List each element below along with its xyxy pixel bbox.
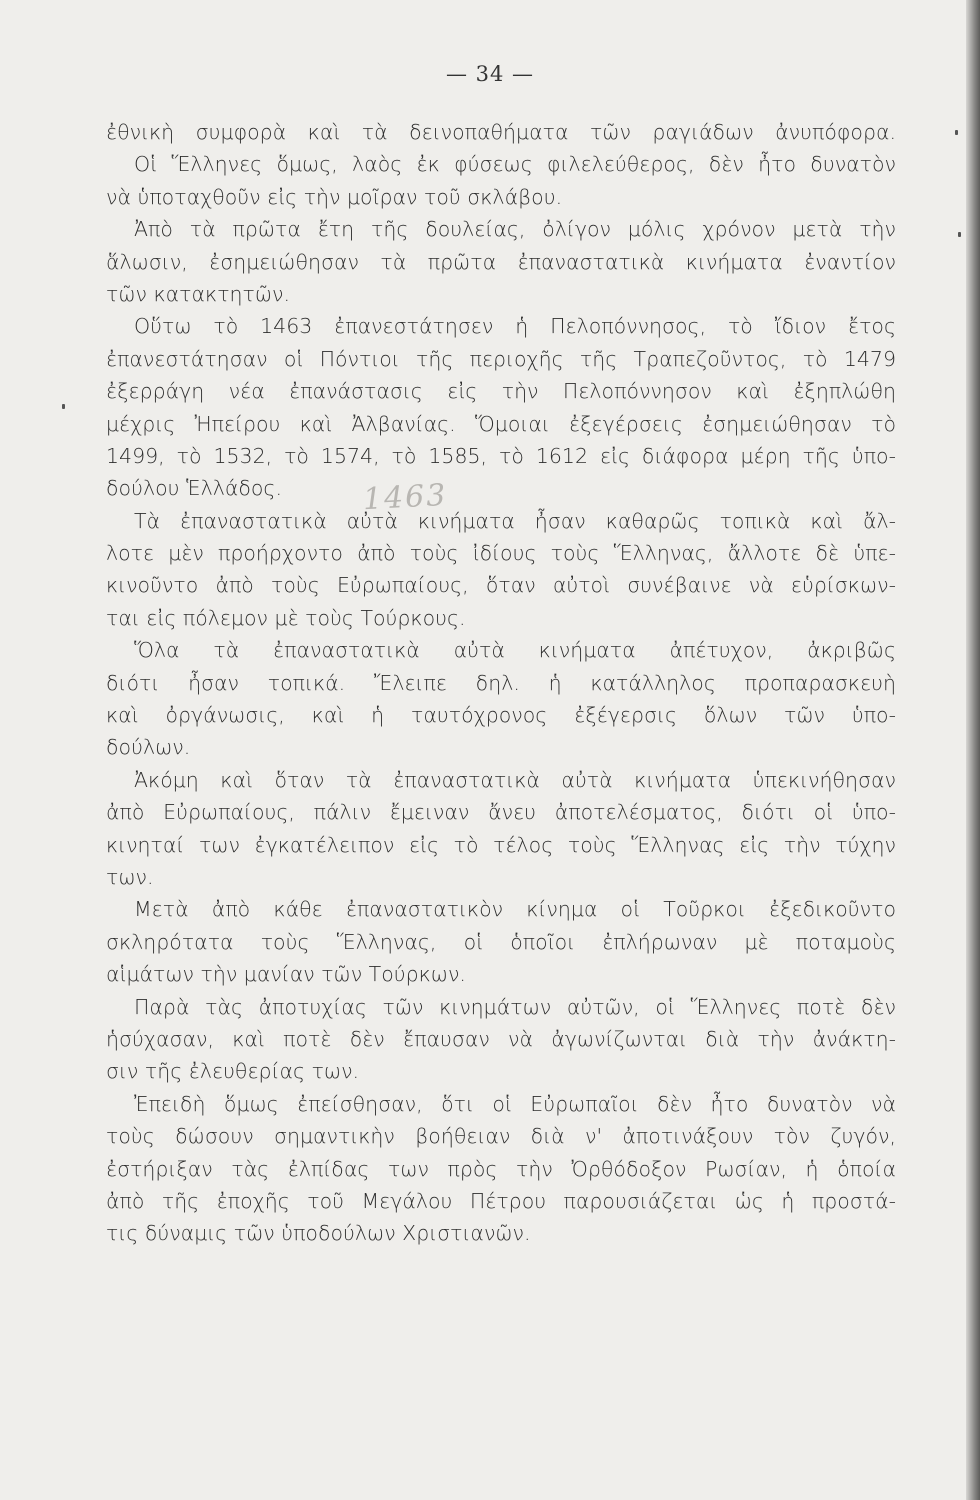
text-line: διότι ἦσαν τοπικά. Ἔλειπε δηλ. ἡ κατάλληλος προπαρασκευὴ <box>106 670 896 695</box>
body-text <box>106 116 896 1250</box>
text-line: Ἐπειδὴ ὅμως ἐπείσθησαν, ὅτι οἱ Εὐρωπαῖοι δὲν ἦτο δυνατὸν νὰ <box>134 1091 896 1116</box>
text-line: Τὰ ἐπαναστατικὰ αὐτὰ κινήματα ἦσαν καθαρῶς τοπικὰ καὶ ἄλ- <box>134 508 896 533</box>
text-line: λοτε μὲν προήρχοντο ἀπὸ τοὺς ἰδίους τοὺς Ἕλληνας, ἄλλοτε δὲ ὑπε- <box>106 541 896 566</box>
text-line: κινηταί των ἐγκατέλειπον εἰς τὸ τέλος τοὺς Ἕλληνας εἰς τὴν τύχην <box>106 832 896 857</box>
ink-speck-mark <box>955 130 958 135</box>
text-line: Ὅλα τὰ ἐπαναστατικὰ αὐτὰ κινήματα ἀπέτυχον, ἀκριβῶς <box>134 638 896 663</box>
text-line: καὶ ὀργάνωσις, καὶ ἡ ταυτόχρονος ἐξέγερσις ὅλων τῶν ὑπο- <box>106 703 896 728</box>
text-line: τοὺς δώσουν σημαντικὴν βοήθειαν διὰ ν' ἀποτινάξουν τὸν ζυγόν, <box>106 1124 896 1149</box>
text-line: 1499, τὸ 1532, τὸ 1574, τὸ 1585, τὸ 1612 εἰς διάφορα μέρη τῆς ὑπο- <box>106 443 896 468</box>
text-line: μέχρις Ἠπείρου καὶ Ἀλβανίας. Ὅμοιαι ἐξεγέρσεις ἐσημειώθησαν τὸ <box>106 411 896 436</box>
page-edge-shadow <box>966 0 980 1500</box>
text-line: νὰ ὑποταχθοῦν εἰς τὴν μοῖραν τοῦ σκλάβου. <box>106 184 563 209</box>
text-line: ἐστήριξαν τὰς ἐλπίδας των πρὸς τὴν Ὀρθόδοξον Ρωσίαν, ἡ ὁποία <box>106 1156 896 1181</box>
text-line: ἡσύχασαν, καὶ ποτὲ δὲν ἔπαυσαν νὰ ἀγωνίζωνται διὰ τὴν ἀνάκτη- <box>106 1026 896 1051</box>
text-line: Παρὰ τὰς ἀποτυχίας τῶν κινημάτων αὐτῶν, οἱ Ἕλληνες ποτὲ δὲν <box>134 994 896 1019</box>
text-line: ἐξερράγη νέα ἐπανάστασις εἰς τὴν Πελοπόννησον καὶ ἐξηπλώθη <box>106 379 896 404</box>
text-line: Οἱ Ἕλληνες ὅμως, λαὸς ἐκ φύσεως φιλελεύθερος, δὲν ἦτο δυνατὸν <box>134 152 896 177</box>
text-line: αἱμάτων τὴν μανίαν τῶν Τούρκων. <box>106 962 466 987</box>
ink-speck-mark <box>958 232 961 237</box>
text-line: των. <box>106 864 154 889</box>
page-number: — 34 — <box>445 62 535 86</box>
text-line: ἅλωσιν, ἐσημειώθησαν τὰ πρῶτα ἐπαναστατικὰ κινήματα ἐναντίον <box>106 249 896 274</box>
pencil-annotation: 1463 <box>362 477 449 518</box>
text-line: Ἀκόμη καὶ ὅταν τὰ ἐπαναστατικὰ αὐτὰ κινήματα ὑπεκινήθησαν <box>134 767 896 792</box>
text-line: δούλων. <box>106 735 191 760</box>
text-line: Μετὰ ἀπὸ κάθε ἐπαναστατικὸν κίνημα οἱ Τοῦρκοι ἐξεδικοῦντο <box>134 897 896 922</box>
text-line: κινοῦντο ἀπὸ τοὺς Εὐρωπαίους, ὅταν αὐτοὶ συνέβαινε νὰ εὑρίσκων- <box>106 573 896 598</box>
ink-speck-mark <box>62 404 65 409</box>
text-line: τις δύναμις τῶν ὑποδούλων Χριστιανῶν. <box>106 1221 531 1246</box>
text-line: ἀπὸ τῆς ἐποχῆς τοῦ Μεγάλου Πέτρου παρουσιάζεται ὡς ἡ προστά- <box>106 1188 896 1213</box>
text-line: Ἀπὸ τὰ πρῶτα ἔτη τῆς δουλείας, ὀλίγον μόλις χρόνον μετὰ τὴν <box>134 217 896 242</box>
text-line: ἐθνικὴ συμφορὰ καὶ τὰ δεινοπαθήματα τῶν ραγιάδων ἀνυπόφορα. <box>106 120 896 144</box>
text-line: Οὕτω τὸ 1463 ἐπανεστάτησεν ἡ Πελοπόννησος, τὸ ἴδιον ἔτος <box>134 314 896 339</box>
text-line: ται εἰς πόλεμον μὲ τοὺς Τούρκους. <box>106 605 466 630</box>
text-line: ἀπὸ Εὐρωπαίους, πάλιν ἔμειναν ἄνευ ἀποτελέσματος, διότι οἱ ὑπο- <box>106 800 896 825</box>
text-line: δούλου Ἑλλάδος. <box>106 476 282 501</box>
text-line: τῶν κατακτητῶν. <box>106 281 290 306</box>
text-line: ἐπανεστάτησαν οἱ Πόντιοι τῆς περιοχῆς τῆς Τραπεζοῦντος, τὸ 1479 <box>106 346 896 371</box>
text-line: σκληρότατα τοὺς Ἕλληνας, οἱ ὁποῖοι ἐπλήρωναν μὲ ποταμοὺς <box>106 929 896 954</box>
text-line: σιν τῆς ἐλευθερίας των. <box>106 1059 360 1084</box>
